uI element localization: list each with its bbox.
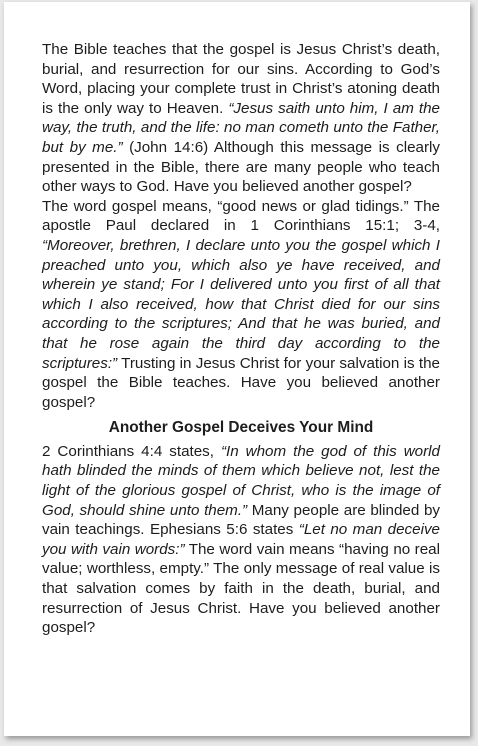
text-run: The Bible teaches that the gospel is Jesus Christ’s death, burial, and resurrection for our sins. According to God’s Word, placing your complete trust in Christ’s atoning death is the only way to Heaven. <box>42 41 440 117</box>
section-heading: Another Gospel Deceives Your Mind <box>108 419 374 437</box>
paragraph-gospel-definition <box>42 40 440 197</box>
text-run: 2 Corinthians 4:4 states, <box>42 442 221 460</box>
scripture-quote-john-14-6: “Jesus saith unto him, I am the way, the truth, and the life: no man cometh unto the Father, but by me.” <box>42 99 440 156</box>
page-content <box>42 40 440 638</box>
tract-page <box>4 2 470 736</box>
scripture-quote-ephesians-5-6: “Let no man deceive you with vain words:” <box>42 521 440 558</box>
text-run: The word vain means “having no real value; worthless, empty.” The only message of real value is that salvation comes by faith in the death, burial, and resurrection of Jesus Christ. Have you believed another gospel? <box>42 540 440 637</box>
paragraph-word-gospel <box>42 197 440 413</box>
paragraph-deceives-mind <box>42 442 440 638</box>
text-run: Trusting in Jesus Christ for your salvation is the gospel the Bible teaches. Have you believed another gospel? <box>42 354 440 411</box>
text-run: Many people are blinded by vain teachings. Ephesians 5:6 states <box>42 501 440 539</box>
scripture-quote-2-corinthians-4-4: “In whom the god of this world hath blinded the minds of them which believe not, lest the light of the glorious gospel of Christ, who is the image of God, should shine unto them.” <box>42 442 440 519</box>
text-run: The word gospel means, “good news or glad tidings.” The apostle Paul declared in 1 Corinthians 15:1; 3-4, <box>42 197 440 235</box>
scripture-quote-1-corinthians-15: “Moreover, brethren, I declare unto you the gospel which I preached unto you, which also ye have received, and wherein ye stand; For I delivered unto you first of all that which I also received, how that Christ died for our sins according to the scriptures; And that he was buried, and that he rose again the third day according to the scriptures:” <box>42 236 440 372</box>
text-run: (John 14:6) Although this message is clearly presented in the Bible, there are many people who teach other ways to God. Have you believed another gospel? <box>42 138 440 196</box>
